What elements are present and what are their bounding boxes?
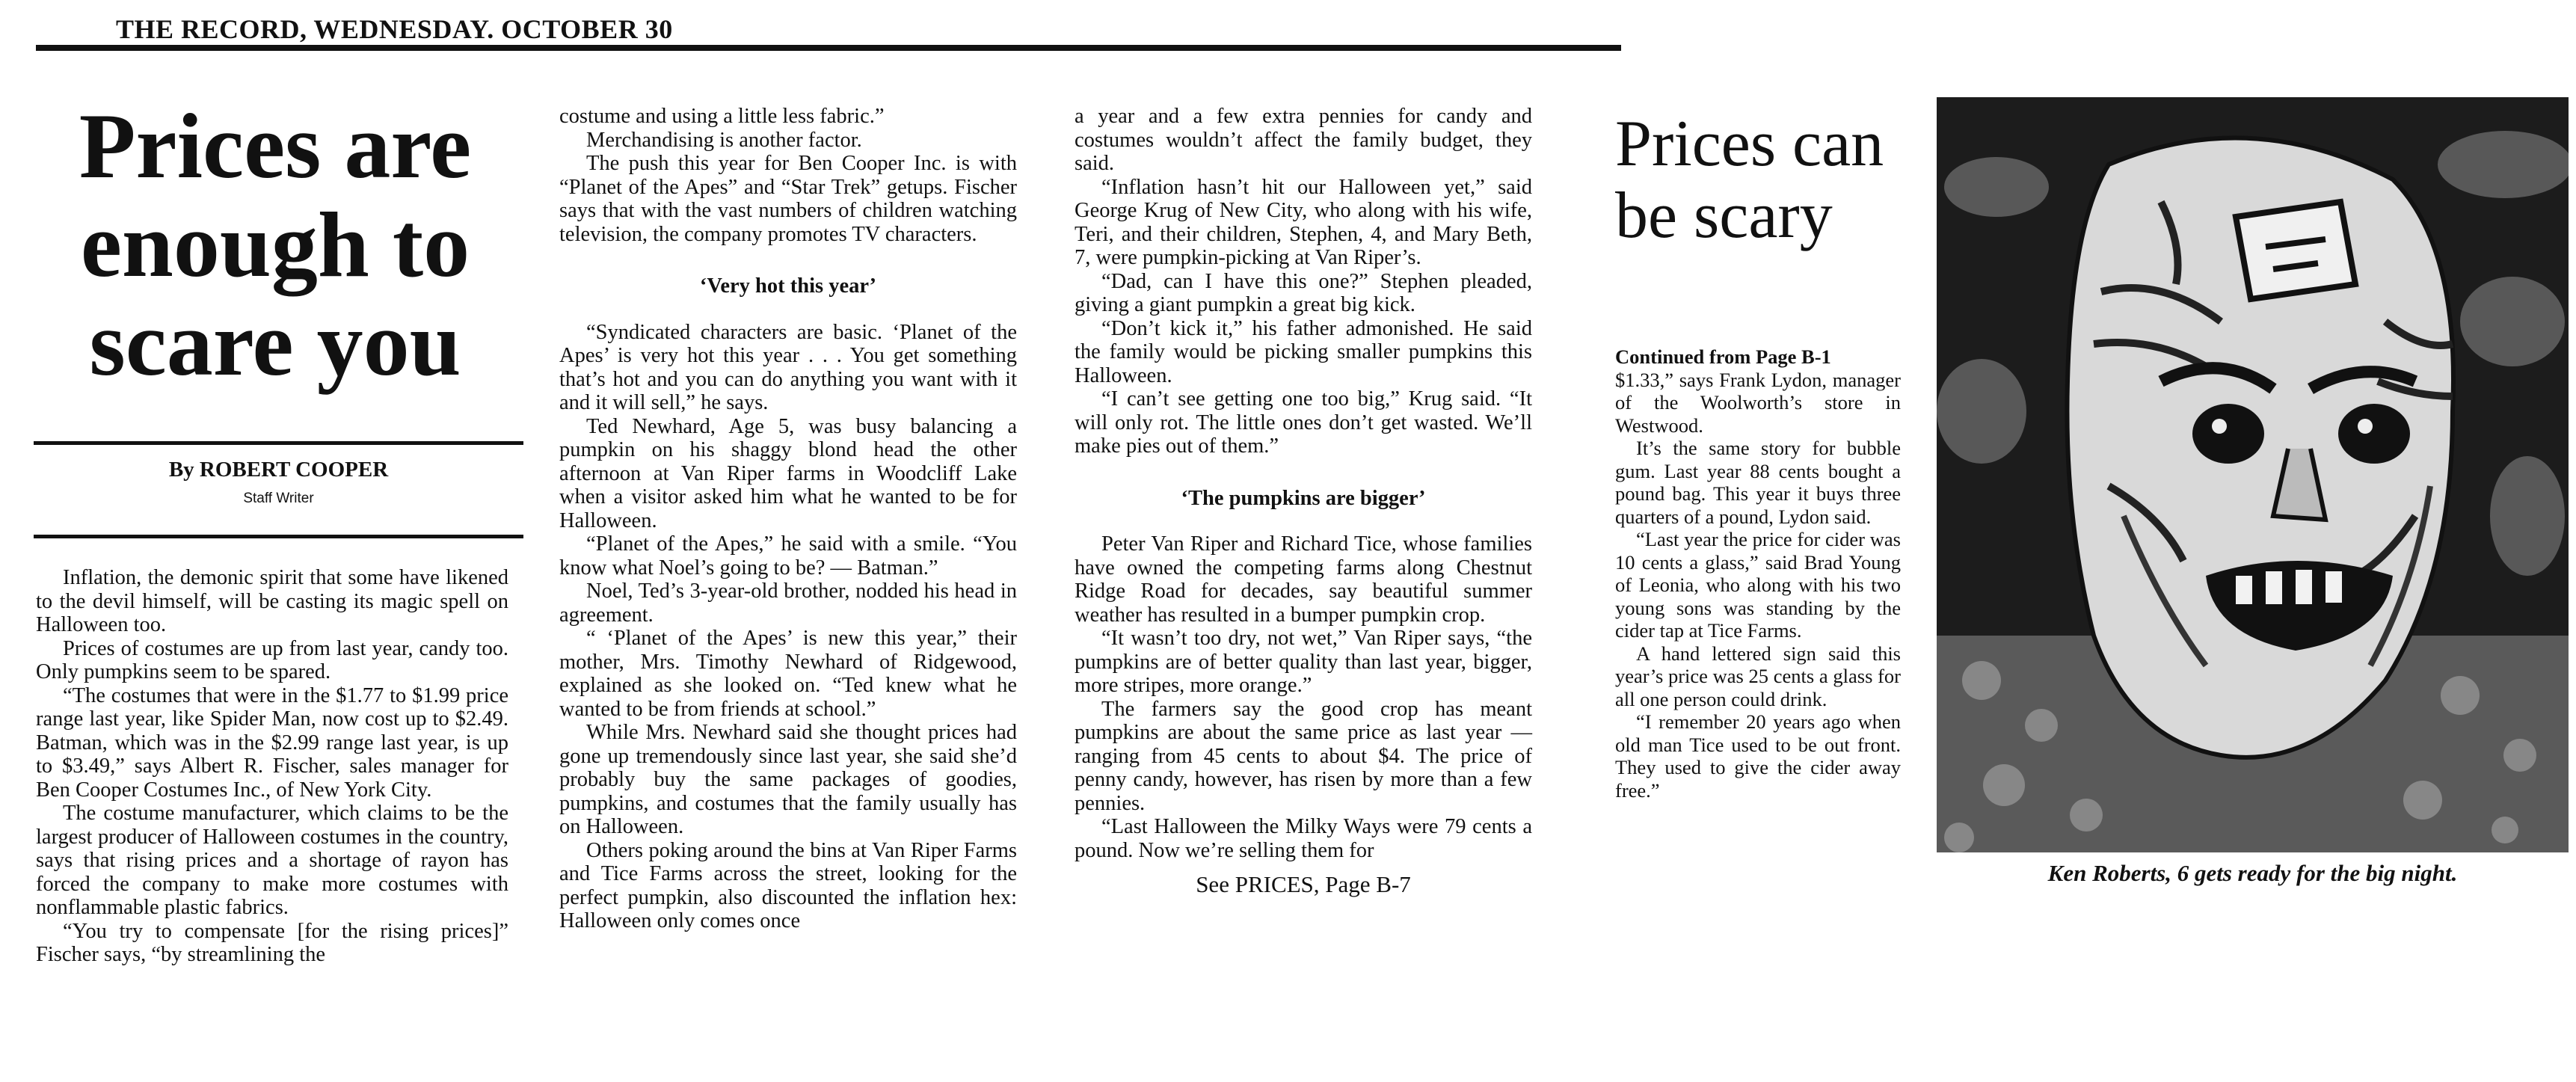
- paragraph: A hand lettered sign said this year’s price was 25 cents a glass for all one person could drink.: [1615, 642, 1901, 710]
- subhead-very-hot: ‘Very hot this year’: [699, 274, 877, 298]
- byline-rule: [34, 535, 523, 538]
- paragraph: costume and using a little less fabric.”: [559, 105, 885, 128]
- headline-rule: [34, 441, 523, 445]
- paragraph: It’s the same story for bubble gum. Last year 88 cents bought a pound bag. This year it buys three quarters of a pound, Lydon said.: [1615, 437, 1901, 528]
- paragraph: $1.33,” says Frank Lydon, manager of the Woolworth’s store in Westwood.: [1615, 368, 1901, 437]
- masthead: THE RECORD, WEDNESDAY. OCTOBER 30: [116, 14, 673, 44]
- article-column-2: [559, 105, 1017, 933]
- paragraph: The farmers say the good crop has meant pumpkins are about the same price as last year — ranging from 45 cents to about $4. The price of penny candy, however, has risen by more than a few pennies.: [1075, 697, 1532, 815]
- continued-note: Continued from Page B-1: [1615, 345, 1831, 368]
- paragraph: While Mrs. Newhard said she thought prices had gone up tremendously since last year, she said she’d probably buy the same packages of goodies, pumpkins, and costumes that the family usually has on Halloween.: [559, 721, 1017, 838]
- mask-photo: [1937, 97, 2569, 852]
- subhead-pumpkins-bigger: ‘The pumpkins are bigger’: [1181, 486, 1426, 510]
- paragraph: “It wasn’t too dry, not wet,” Van Riper says, “the pumpkins are of better quality than last year, bigger, more stripes, more orange.”: [1075, 627, 1532, 697]
- paragraph: a year and a few extra pennies for candy and costumes wouldn’t affect the family budget, they said.: [1075, 105, 1532, 175]
- paragraph: Prices of costumes are up from last year, candy too. Only pumpkins seem to be spared.: [36, 636, 508, 683]
- side-headline: Prices can be scary: [1615, 108, 1884, 252]
- paragraph: “I remember 20 years ago when old man Tice used to be out front. They used to give the cider away free.”: [1615, 710, 1901, 802]
- paragraph: “Dad, can I have this one?” Stephen pleaded, giving a giant pumpkin a great big kick.: [1075, 269, 1532, 316]
- paragraph: “Last Halloween the Milky Ways were 79 cents a pound. Now we’re selling them for: [1075, 815, 1532, 862]
- paragraph: Ted Newhard, Age 5, was busy balancing a pumpkin on his shaggy blond head the other afternoon at Van Riper farms in Woodcliff Lake when a visitor asked him what he wanted to be for Halloween.: [559, 414, 1017, 532]
- paragraph: Noel, Ted’s 3-year-old brother, nodded his head in agreement.: [559, 580, 1017, 627]
- article-column-1: [36, 566, 508, 967]
- byline-role: Staff Writer: [243, 491, 314, 506]
- photo-caption: Ken Roberts, 6 gets ready for the big night.: [2047, 860, 2458, 886]
- headline: Prices are enough to scare you: [79, 95, 472, 395]
- paragraph: “Planet of the Apes,” he said with a smile. “You know what Noel’s going to be? — Batman.”: [559, 532, 1017, 580]
- paragraph: The push this year for Ben Cooper Inc. is with “Planet of the Apes” and “Star Trek” getups. Fischer says that with the vast numbers of children watching television, the company promotes TV characters.: [559, 152, 1017, 246]
- paragraph: “Last year the price for cider was 10 cents a glass,” said Brad Young of Leonia, who along with his two young sons was standing by the cider tap at Tice Farms.: [1615, 528, 1901, 642]
- paragraph: “Don’t kick it,” his father admonished. He said the family would be picking smaller pumpkins this Halloween.: [1075, 316, 1532, 387]
- side-article: [1615, 345, 1901, 802]
- paragraph: Inflation, the demonic spirit that some have likened to the devil himself, will be casting its magic spell on Halloween too.: [36, 566, 508, 636]
- paragraph: The costume manufacturer, which claims to be the largest producer of Halloween costumes in the country, says that rising prices and a shortage of rayon has forced the company to make more costumes with nonflammable plastic fabrics.: [36, 802, 508, 919]
- paragraph: “Inflation hasn’t hit our Halloween yet,” said George Krug of New City, who along with his wife, Teri, and their children, Stephen, 4, and Mary Beth, 7, were pumpkin-picking at Van Riper’s.: [1075, 175, 1532, 269]
- mask-illustration: [1937, 97, 2569, 852]
- paragraph: Merchandising is another factor.: [586, 128, 862, 152]
- paragraph: “I can’t see getting one too big,” Krug said. “It will only rot. The little ones don’t get wasted. We’ll make pies out of them.”: [1075, 387, 1532, 458]
- paragraph: “The costumes that were in the $1.77 to $1.99 price range last year, like Spider Man, now cost up to $2.49. Batman, which was in the $2.99 range last year, is up to $3.49,” says Albert R. Fischer, sales manager for Ben Cooper Costumes Inc., of New York City.: [36, 683, 508, 802]
- byline: By ROBERT COOPER: [168, 458, 389, 482]
- paragraph: Others poking around the bins at Van Riper Farms and Tice Farms across the street, looking for the perfect pumpkin, also discounted the inflation hex: Halloween only comes once: [559, 838, 1017, 932]
- article-column-3: [1075, 105, 1532, 897]
- paragraph: “Syndicated characters are basic. ‘Planet of the Apes’ is very hot this year . . . You get something that’s hot and you can do anything you want with it and it will sell,” he says.: [559, 320, 1017, 414]
- paragraph: “ ‘Planet of the Apes’ is new this year,” their mother, Mrs. Timothy Newhard of Ridgewood, explained as she looked on. “Ted knew what he wanted to be from friends at school.”: [559, 627, 1017, 721]
- jump-line: See PRICES, Page B-7: [1196, 871, 1411, 897]
- top-rule: [36, 45, 1621, 51]
- paragraph: Peter Van Riper and Richard Tice, whose families have owned the competing farms along Chestnut Ridge Road for decades, say beautiful summer weather has resulted in a bumper pumpkin crop.: [1075, 532, 1532, 627]
- paragraph: “You try to compensate [for the rising prices]” Fischer says, “by streamlining the: [36, 919, 508, 966]
